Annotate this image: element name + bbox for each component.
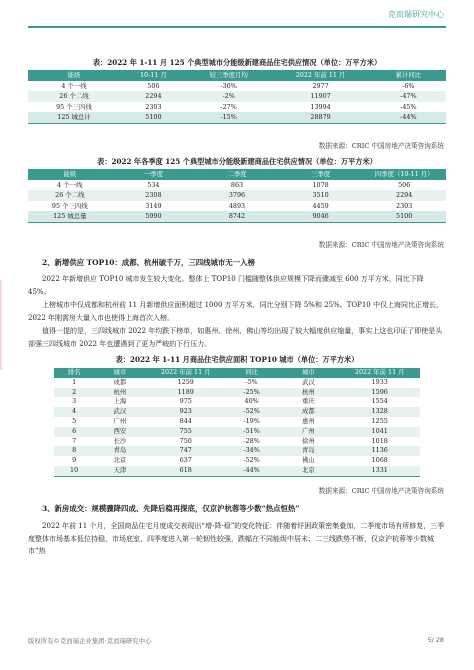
table-row xyxy=(28,190,446,201)
table3-source: 数据来源：CRIC 中国房地产决策咨询系统 xyxy=(318,487,444,495)
table-row xyxy=(28,81,446,92)
table3-header: 2022 年前 11 月 xyxy=(339,368,420,378)
table-row xyxy=(54,446,420,456)
table-cell: 北京 xyxy=(113,456,127,465)
table-cell: 26 个二线 xyxy=(28,91,120,102)
table-row xyxy=(54,466,420,476)
table-cell: 佛山 xyxy=(301,456,315,465)
table-cell: 844 xyxy=(179,416,192,425)
table-cell: 3510 xyxy=(279,190,363,201)
table-cell: 成都 xyxy=(277,407,339,417)
table-cell: 长沙 xyxy=(113,436,127,445)
table-cell: 2294 xyxy=(120,91,187,102)
table-cell: 杭州 xyxy=(277,388,339,398)
table3 xyxy=(54,368,420,477)
table-row xyxy=(54,437,420,447)
table-cell: -5% xyxy=(245,377,258,386)
table-cell: 3 xyxy=(72,397,77,406)
table-cell: -28% xyxy=(243,436,260,445)
table3-header: 城市 xyxy=(277,368,339,378)
table-row xyxy=(54,456,420,466)
table-cell: -52% xyxy=(243,456,260,465)
table1-source: 数据来源：CRIC 中国房地产决策咨询系统 xyxy=(318,142,444,150)
table-cell: 1068 xyxy=(371,456,388,465)
table1-header: 10-11 月 xyxy=(120,70,187,81)
table-cell: 广州 xyxy=(113,416,127,425)
table-cell: 2303 xyxy=(396,201,413,210)
table-row xyxy=(54,407,420,417)
table2-header: 能级 xyxy=(28,169,112,180)
table-cell: 9046 xyxy=(279,211,363,222)
table-cell: 重庆 xyxy=(301,397,315,406)
table-cell: 9 xyxy=(72,456,77,465)
table1-header: 2022 年前 11 月 xyxy=(270,70,370,81)
table-cell: 8742 xyxy=(195,211,279,222)
table-cell: -45% xyxy=(400,102,417,111)
table-cell: 6 xyxy=(54,427,94,437)
table-cell: 1 xyxy=(72,377,77,386)
table-cell: 1554 xyxy=(371,397,388,406)
table-cell: 95 个三四线 xyxy=(51,201,88,210)
table-cell: 10 xyxy=(54,466,94,476)
table-cell: 1018 xyxy=(371,436,388,445)
table-cell: 975 xyxy=(179,397,192,406)
table-cell: 4459 xyxy=(312,201,329,210)
table-cell: 青岛 xyxy=(277,446,339,456)
table2 xyxy=(28,169,446,223)
table-cell: -27% xyxy=(220,102,237,111)
header-divider xyxy=(28,26,446,28)
table1 xyxy=(28,70,446,124)
table-cell: 徐州 xyxy=(301,436,315,445)
table-cell: 863 xyxy=(230,180,244,189)
table-cell: 2 xyxy=(54,388,94,398)
table-cell: 3796 xyxy=(195,190,279,201)
table-cell: 40% xyxy=(244,397,259,406)
table-cell: 11907 xyxy=(270,91,370,102)
table1-caption: 表：2022 年 1-11 月 125 个典型城市分能级新建商品住宅供应情况（单位：万平方米） xyxy=(92,58,382,67)
table-cell: 923 xyxy=(145,407,226,417)
table2-source: 数据来源：CRIC 中国房地产决策咨询系统 xyxy=(318,241,444,249)
table-cell: 747 xyxy=(145,446,226,456)
table-cell: 750 xyxy=(179,436,192,445)
table-cell: 2977 xyxy=(312,81,329,90)
table-cell: 13994 xyxy=(310,102,331,111)
table-cell: -44% xyxy=(371,112,446,123)
table-cell: 5100 xyxy=(362,211,446,222)
table2-header: 三季度 xyxy=(279,169,363,180)
table3-header: 同比 xyxy=(226,368,277,378)
section2-paragraph: 2022 年新增供应 TOP10 城市发生较大变化。整体上 TOP10 门槛随整体供应规模下降而骤减至 600 万平方米，同比下降 45%。 xyxy=(28,275,424,296)
table-cell: 95 个三四线 xyxy=(56,102,92,111)
table3-header: 城市 xyxy=(94,368,145,378)
table1-header: 较三季度月均 xyxy=(187,70,271,81)
table-cell: 28879 xyxy=(270,112,370,123)
table-cell: 7 xyxy=(72,436,77,445)
watermark-mark xyxy=(0,280,22,370)
table-cell: 637 xyxy=(179,456,192,465)
table-cell: 1041 xyxy=(339,427,420,437)
table-cell: 武汉 xyxy=(94,407,145,417)
table-cell: 1331 xyxy=(339,466,420,476)
table-cell: 4 个一线 xyxy=(57,180,83,189)
table-cell: 5100 xyxy=(120,112,187,123)
table-cell: 8 xyxy=(54,446,94,456)
table-cell: 5990 xyxy=(112,211,196,222)
table-cell: 3149 xyxy=(145,201,162,210)
table-cell: 青岛 xyxy=(94,446,145,456)
table-cell: 2303 xyxy=(145,102,162,111)
table2-header: 二季度 xyxy=(195,169,279,180)
table-row xyxy=(54,388,420,398)
section2-title: 2、新增供应 TOP10：成都、杭州破千万，三四线城市无一入榜 xyxy=(42,258,255,267)
table-cell: 506 xyxy=(398,180,411,189)
table1-header: 能级 xyxy=(28,70,120,81)
table3-header: 排名 xyxy=(54,368,94,378)
table-row xyxy=(28,211,446,222)
table-cell: -47% xyxy=(371,91,446,102)
section2-paragraph: 值得一提的是，三四线城市 2022 年均跌下榜单，如惠州、徐州、佛山等均出现了较大幅度供应缩量，事实上这也印证了即使是头部强三四线城市 2022 年也遭遇到了更为严峻的下行压力。 xyxy=(28,327,443,348)
section3-paragraph: 2022 年前 11 个月，全国商品住宅月度成交表现出“增-降-稳”的变化特征：伴随着纾困政策密集叠加，二季度市场有所修复，三季度整体市场基本低位持稳，市场底室，四季度进入第一轮韧性较强，跌幅在不同能级中居末；二三线跌势不断，仅京沪杭蓉等少数城市“热 xyxy=(28,522,445,555)
table-cell: -30% xyxy=(220,81,237,90)
table-cell: 武汉 xyxy=(301,377,315,386)
table3-header: 2022 年前 11 月 xyxy=(145,368,226,378)
table-cell: 1078 xyxy=(312,180,329,189)
table2-header: 四季度（10-11 月） xyxy=(362,169,446,180)
table-cell: 4 个一线 xyxy=(61,81,87,90)
table-cell: 4 xyxy=(54,407,94,417)
table-cell: 1933 xyxy=(371,377,388,386)
table-cell: 1136 xyxy=(339,446,420,456)
table3-caption: 表：2022 年 1-11 月商品住宅供应面积 TOP10 城市（单位：万平方米） xyxy=(115,355,359,364)
table-cell: 26 个二线 xyxy=(28,190,112,201)
table-cell: 755 xyxy=(145,427,226,437)
table1-header: 累计同比 xyxy=(371,70,446,81)
table-cell: 1259 xyxy=(177,377,194,386)
section2-paragraph: 上榜城市中仅成都和杭州前 11 月新增供应面积超过 1000 万平方米，同比分别下降 5%和 25%。TOP10 中仅上海同比正增长，2022 年刚需房大量入市也使得上海首次入榜。 xyxy=(28,301,443,322)
table-cell: 4893 xyxy=(228,201,246,210)
table-cell: 125 城总计 xyxy=(28,112,120,123)
table-cell: 125 城总量 xyxy=(28,211,112,222)
table-row xyxy=(28,91,446,102)
table-cell: 天津 xyxy=(94,466,145,476)
table-cell: 惠州 xyxy=(301,416,315,425)
table-cell: 杭州 xyxy=(94,388,145,398)
footer-copyright: 版权所有©克而瑞企业集团·克而瑞研究中心 xyxy=(28,637,152,645)
table-cell: 北京 xyxy=(277,466,339,476)
table-cell: 上海 xyxy=(113,397,127,406)
table-cell: 1328 xyxy=(339,407,420,417)
table-cell: -19% xyxy=(243,416,260,425)
table-cell: 广州 xyxy=(277,427,339,437)
table-row xyxy=(28,180,446,191)
table-cell: 1596 xyxy=(339,388,420,398)
table-cell: 5 xyxy=(72,416,77,425)
table-row xyxy=(54,397,420,407)
table-row xyxy=(28,201,446,212)
table-cell: -34% xyxy=(226,446,277,456)
table-cell: 534 xyxy=(147,180,160,189)
table-cell: 1255 xyxy=(371,416,388,425)
table-cell: -44% xyxy=(226,466,277,476)
table-cell: -25% xyxy=(226,388,277,398)
table-cell: -6% xyxy=(402,81,415,90)
table-row xyxy=(28,102,446,113)
table-row xyxy=(54,417,420,427)
table-row xyxy=(54,378,420,388)
table-cell: -51% xyxy=(226,427,277,437)
table-cell: -52% xyxy=(226,407,277,417)
table-cell: 成都 xyxy=(113,377,127,386)
table-row xyxy=(28,112,446,123)
table-cell: 2308 xyxy=(112,190,196,201)
table2-header: 一季度 xyxy=(112,169,196,180)
table-cell: 618 xyxy=(145,466,226,476)
table-cell: -15% xyxy=(187,112,271,123)
table-cell: 506 xyxy=(147,81,160,90)
page-number: 5/ 28 xyxy=(427,636,444,644)
table2-caption: 表：2022 年各季度 125 个典型城市分能级新建商品住宅供应情况（单位：万平方米） xyxy=(97,157,377,166)
table-cell: 2294 xyxy=(362,190,446,201)
table-cell: -2% xyxy=(187,91,271,102)
table-cell: 西安 xyxy=(94,427,145,437)
table-row xyxy=(54,427,420,437)
table-cell: 1189 xyxy=(145,388,226,398)
header-org: 克而瑞研究中心 xyxy=(388,10,444,19)
section3-title: 3、新房成交：规模骤降四成、先降后稳再探底，仅京沪杭蓉等少数“热点恒热” xyxy=(42,504,300,513)
